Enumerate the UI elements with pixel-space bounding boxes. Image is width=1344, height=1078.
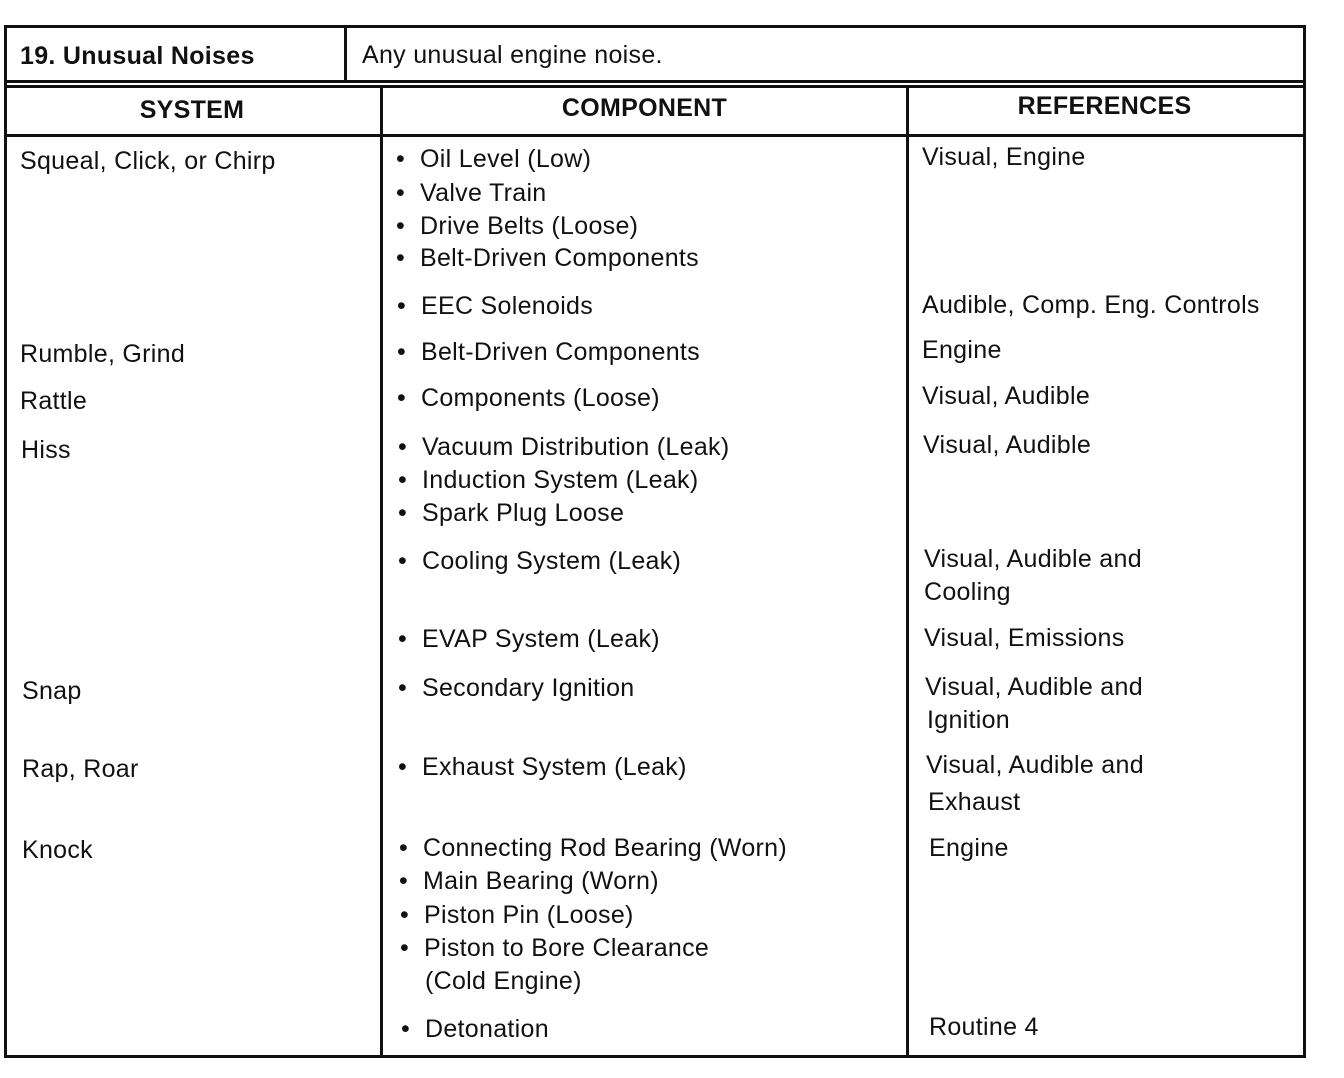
bullet-icon: • — [399, 834, 409, 862]
component-item — [398, 497, 624, 530]
bullet-icon: • — [398, 433, 408, 461]
component-label: Components (Loose) — [421, 384, 660, 412]
system-cell: Rap, Roar — [22, 755, 139, 783]
component-label: Secondary Ignition — [422, 674, 635, 702]
bullet-icon: • — [396, 145, 406, 173]
component-label: EEC Solenoids — [421, 292, 594, 320]
reference-line: Engine — [922, 336, 1002, 364]
column-header-system: SYSTEM — [139, 96, 245, 124]
reference-line: Routine 4 — [929, 1013, 1039, 1041]
system-cell: Rattle — [20, 387, 88, 415]
bullet-icon: • — [398, 625, 408, 653]
bullet-icon: • — [397, 384, 407, 412]
bullet-icon: • — [398, 499, 408, 527]
component-label: Vacuum Distribution (Leak) — [422, 433, 730, 461]
component-item — [398, 464, 698, 497]
bullet-icon: • — [398, 547, 408, 575]
bullet-icon: • — [398, 674, 408, 702]
component-label: EVAP System (Leak) — [422, 625, 660, 653]
reference-line: Visual, Audible and — [924, 545, 1142, 573]
component-label: Connecting Rod Bearing (Worn) — [423, 834, 787, 862]
component-item — [398, 751, 687, 784]
component-item — [398, 431, 729, 464]
bullet-icon: • — [397, 338, 407, 366]
component-label: Detonation — [425, 1015, 549, 1043]
column-divider-component — [906, 85, 909, 1055]
bullet-icon: • — [399, 867, 409, 895]
component-item — [399, 865, 659, 898]
component-continuation: (Cold Engine) — [425, 967, 582, 995]
reference-line: Visual, Audible and — [926, 751, 1144, 779]
reference-line: Cooling — [924, 578, 1011, 606]
system-cell: Rumble, Grind — [20, 340, 186, 368]
column-header-references: REFERENCES — [1017, 92, 1192, 120]
component-item — [399, 832, 787, 865]
bullet-icon: • — [396, 179, 406, 207]
component-label: Exhaust System (Leak) — [422, 753, 687, 781]
bullet-icon: • — [401, 1015, 411, 1043]
reference-line: Audible, Comp. Eng. Controls — [922, 291, 1260, 319]
component-label: Drive Belts (Loose) — [420, 212, 639, 240]
component-label: Induction System (Leak) — [422, 466, 699, 494]
system-cell: Snap — [22, 677, 82, 705]
component-item — [400, 932, 709, 965]
reference-line: Visual, Audible and — [925, 673, 1143, 701]
title-divider-vertical — [344, 28, 347, 82]
reference-line: Ignition — [927, 706, 1011, 734]
reference-line: Visual, Emissions — [924, 624, 1125, 652]
column-divider-system — [380, 85, 383, 1055]
reference-line: Engine — [929, 834, 1009, 862]
reference-line: Exhaust — [928, 788, 1021, 816]
bullet-icon: • — [400, 934, 410, 962]
column-header-component: COMPONENT — [561, 94, 728, 122]
system-cell: Squeal, Click, or Chirp — [20, 147, 276, 175]
system-cell: Hiss — [21, 436, 71, 464]
component-item — [397, 336, 700, 369]
component-item — [396, 210, 638, 243]
column-header-bottom-rule — [4, 134, 1303, 137]
diagnostic-table — [4, 25, 1306, 1058]
title-row-bottom-rule-2 — [4, 85, 1303, 88]
bullet-icon: • — [398, 466, 408, 494]
bullet-icon: • — [397, 292, 407, 320]
component-item — [398, 545, 681, 578]
component-label: Valve Train — [420, 179, 547, 207]
system-cell: Knock — [22, 836, 93, 864]
component-item — [396, 242, 699, 275]
component-item — [401, 1013, 549, 1046]
component-item — [396, 143, 591, 176]
bullet-icon: • — [400, 901, 410, 929]
bullet-icon: • — [396, 244, 406, 272]
component-label: Piston Pin (Loose) — [424, 901, 634, 929]
bullet-icon: • — [396, 212, 406, 240]
reference-line: Visual, Engine — [922, 143, 1086, 171]
component-label: Piston to Bore Clearance — [424, 934, 710, 962]
section-description: Any unusual engine noise. — [362, 41, 663, 69]
component-label: Oil Level (Low) — [420, 145, 592, 173]
component-label: Belt-Driven Components — [421, 338, 700, 366]
reference-line: Visual, Audible — [923, 431, 1092, 459]
component-label: Cooling System (Leak) — [422, 547, 682, 575]
bullet-icon: • — [398, 753, 408, 781]
reference-line: Visual, Audible — [922, 382, 1091, 410]
component-label: Belt-Driven Components — [420, 244, 699, 272]
component-label: Main Bearing (Worn) — [423, 867, 659, 895]
component-item — [398, 623, 660, 656]
section-title: 19. Unusual Noises — [20, 42, 255, 70]
component-item — [398, 672, 634, 705]
component-label: Spark Plug Loose — [422, 499, 625, 527]
component-item — [397, 382, 660, 415]
component-item — [397, 290, 593, 323]
component-item — [400, 899, 634, 932]
component-item — [396, 177, 547, 210]
title-row-bottom-rule — [4, 80, 1303, 83]
